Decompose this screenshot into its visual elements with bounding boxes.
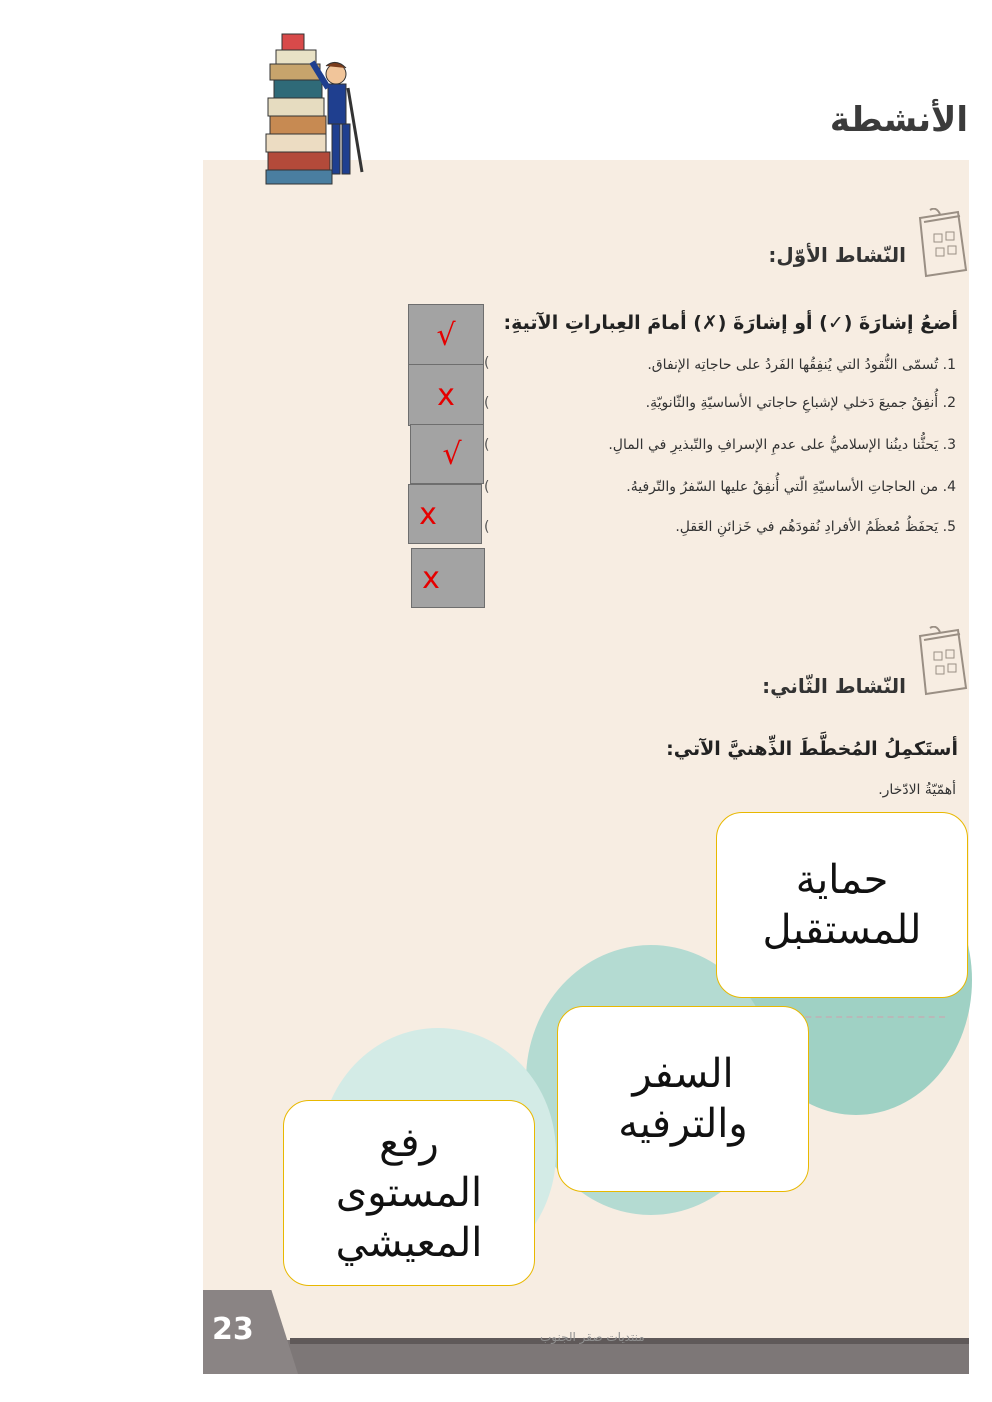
notebook-icon [910,208,970,280]
mindmap-card-3[interactable]: رفع المستوى المعيشي [283,1100,535,1286]
mindmap-subtitle: أهمّيّةُ الادّخار. [878,782,956,798]
mindmap-card-2[interactable]: السفر والترفيه [557,1006,809,1192]
footer-watermark: منتديات صقر الجنوب [540,1330,645,1344]
activity2-instruction: أستَكمِلُ المُخطَّطَ الذِّهنيَّ الآتي: [666,738,958,760]
answer-box-4[interactable]: x [408,484,482,544]
answer-bracket: ( [484,395,490,411]
answer-box-1[interactable]: √ [408,304,484,366]
list-item: 1. تُسمّى النُّقودُ التي يُنفِقُها الفَردُ على حاجاتِه الإنفاق. [647,357,956,373]
answer-box-5[interactable]: x [411,548,485,608]
answer-bracket: ( [484,355,490,371]
activity1-title: النّشاط الأوّل: [768,243,906,267]
answer-bracket: ( [484,437,490,453]
answer-bracket: ( [484,479,490,495]
notebook-icon [910,626,970,698]
mindmap-card-1[interactable]: حماية للمستقبل [716,812,968,998]
list-item: 5. يَحفَظُ مُعظَمُ الأفرادِ نُقودَهُم في خَزائنِ العَقلِ. [675,519,956,535]
activity2-title: النّشاط الثّاني: [762,674,906,698]
list-item: 4. من الحاجاتِ الأساسيّةِ الّتي أُنفِقُ عليها السّفرُ والتّرفيهُ. [626,479,956,495]
activity1-instruction: أضعُ إشارَةَ (✓) أو إشارَةَ (✗) أمامَ العِباراتِ الآتيةِ: [503,312,958,334]
answer-box-2[interactable]: x [408,364,484,426]
answer-bracket: ( [484,519,490,535]
list-item: 3. يَحثُّنا دينُنا الإسلاميُّ على عدمِ الإسرافِ والتّبذيرِ في المالِ. [608,437,956,453]
page-number: 23 [212,1312,254,1347]
answer-box-3[interactable]: √ [410,424,484,484]
answer-line [795,1016,945,1018]
books-illustration-icon [262,32,374,188]
list-item: 2. أُنفِقُ جميعَ دَخلي لإشباعِ حاجاتي الأساسيّةِ والثّانويّةِ. [645,395,956,411]
section-title: الأنشطة [829,100,968,140]
footer-band [203,1340,969,1374]
